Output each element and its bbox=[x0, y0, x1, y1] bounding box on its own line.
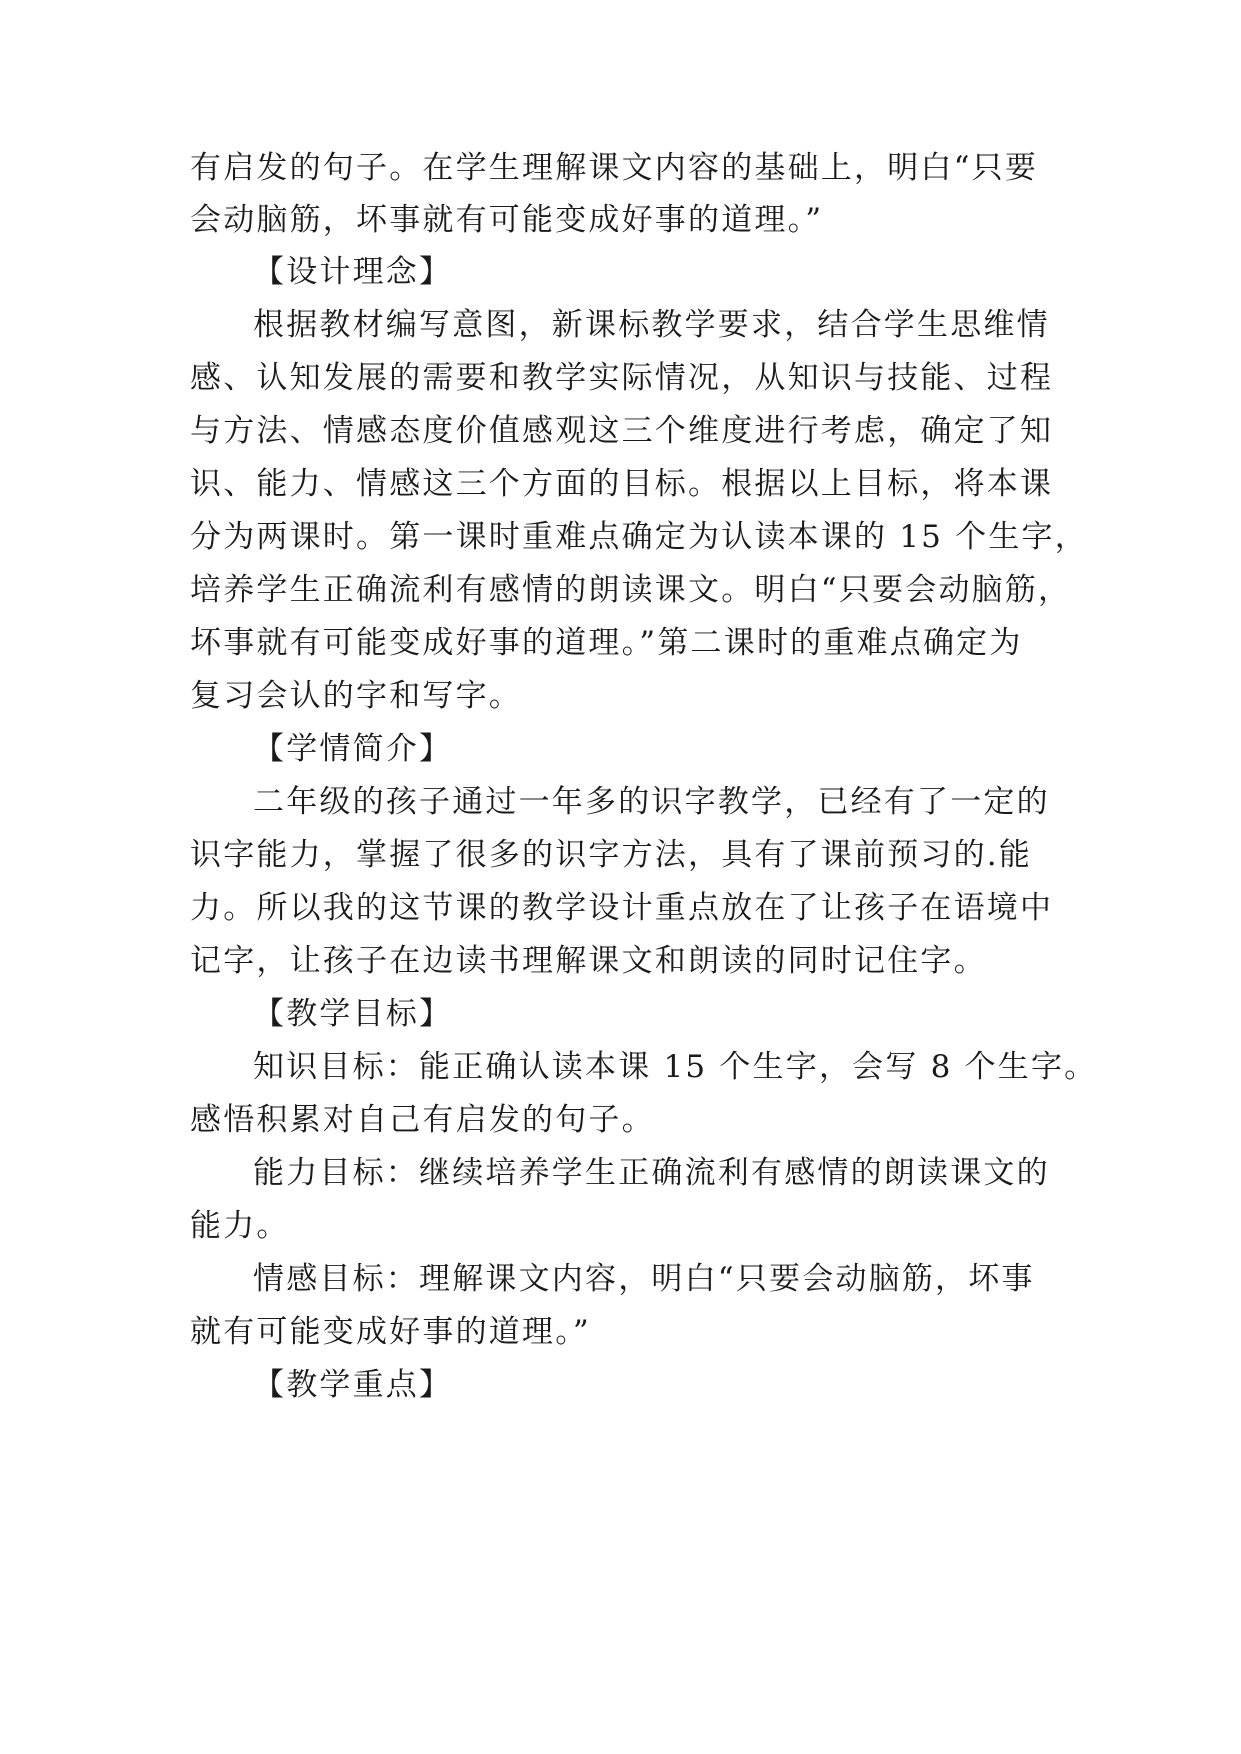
paragraph-line: 能力目标：继续培养学生正确流利有感情的朗读课文的 bbox=[253, 1155, 1050, 1191]
paragraph-line: 分为两课时。第一课时重难点确定为认读本课的 15 个生字， bbox=[190, 519, 1088, 555]
paragraph-line: 培养学生正确流利有感情的朗读课文。明白“只要会动脑筋， bbox=[190, 572, 1072, 608]
paragraph-line: 坏事就有可能变成好事的道理。”第二课时的重难点确定为 bbox=[190, 625, 1023, 661]
paragraph-line: 知识目标：能正确认读本课 15 个生字，会写 8 个生字。 bbox=[253, 1049, 1098, 1085]
paragraph-line: 有启发的句子。在学生理解课文内容的基础上，明白“只要 bbox=[190, 150, 1039, 186]
paragraph-line: 根据教材编写意图，新课标教学要求，结合学生思维情 bbox=[253, 307, 1050, 343]
paragraph-line: 能力。 bbox=[190, 1208, 290, 1244]
paragraph-line: 复习会认的字和写字。 bbox=[190, 678, 522, 714]
paragraph-line: 感悟积累对自己有启发的句子。 bbox=[190, 1102, 655, 1138]
paragraph-line: 会动脑筋，坏事就有可能变成好事的道理。” bbox=[190, 202, 824, 238]
paragraph-line: 就有可能变成好事的道理。” bbox=[190, 1314, 591, 1350]
paragraph-line: 力。所以我的这节课的教学设计重点放在了让孩子在语境中 bbox=[190, 890, 1054, 926]
paragraph-line: 识字能力，掌握了很多的识字方法，具有了课前预习的.能 bbox=[190, 837, 1033, 873]
section-heading-teaching-focus: 【教学重点】 bbox=[253, 1367, 453, 1403]
section-heading-learner-profile: 【学情简介】 bbox=[253, 731, 453, 767]
paragraph-line: 识、能力、情感这三个方面的目标。根据以上目标，将本课 bbox=[190, 466, 1054, 502]
paragraph-line: 与方法、情感态度价值感观这三个维度进行考虑，确定了知 bbox=[190, 413, 1054, 449]
paragraph-line: 感、认知发展的需要和教学实际情况，从知识与技能、过程 bbox=[190, 360, 1054, 396]
section-heading-teaching-goals: 【教学目标】 bbox=[253, 996, 453, 1032]
paragraph-line: 记字，让孩子在边读书理解课文和朗读的同时记住字。 bbox=[190, 943, 987, 979]
section-heading-design-concept: 【设计理念】 bbox=[253, 254, 453, 290]
paragraph-line: 二年级的孩子通过一年多的识字教学，已经有了一定的 bbox=[253, 784, 1050, 820]
paragraph-line: 情感目标：理解课文内容，明白“只要会动脑筋，坏事 bbox=[253, 1261, 1035, 1297]
